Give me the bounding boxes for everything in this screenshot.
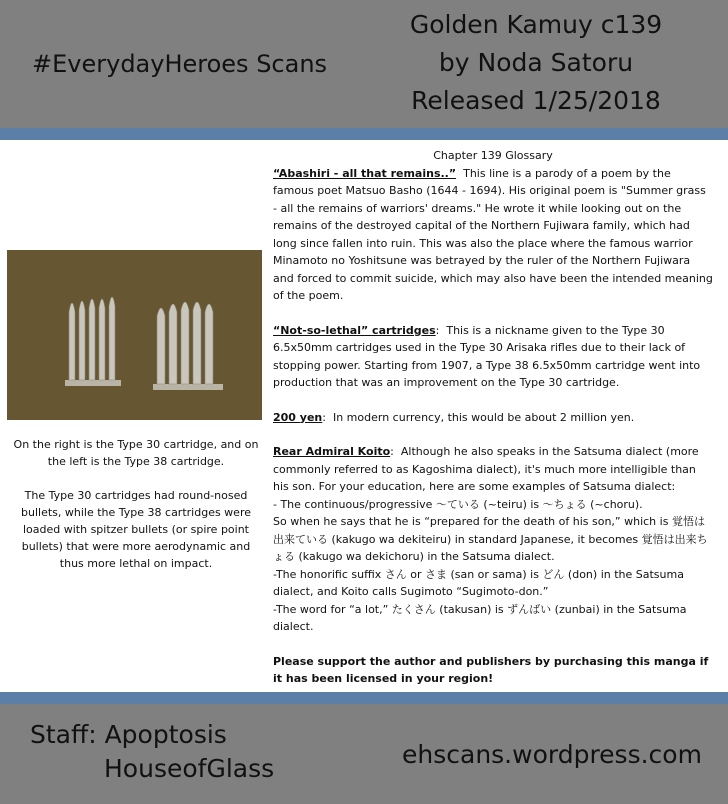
- cartridge-photo: [7, 250, 262, 420]
- glossary-text: In modern currency, this would be about 2 million yen.: [332, 410, 635, 424]
- chapter-title-block: [402, 6, 670, 120]
- dialect-example: -The honorific suffix さん or さま (san or sama) is どん (don) in the Satsuma dialect, and Koito calls Sugimoto “Sugimoto-don.”: [273, 567, 684, 598]
- type38-cartridge-clip: [65, 297, 121, 386]
- support-notice: Please support the author and publishers by purchasing this manga if it has been licensed in your region!: [273, 654, 709, 685]
- caption-paragraph: On the right is the Type 30 cartridge, and on the left is the Type 38 cartridge.: [13, 438, 259, 468]
- release-date: Released 1/25/2018: [411, 86, 661, 115]
- type30-cartridge-clip: [153, 302, 223, 390]
- glossary-text: Although he also speaks in the Satsuma dialect (more commonly referred to as Kagoshima dialect), it's much more intelligible than his son. For your education, here are some examples of Satsuma dialect:: [273, 445, 699, 493]
- chapter-title: Golden Kamuy c139: [409, 10, 663, 39]
- staff-credits: [30, 718, 274, 786]
- author-line: by Noda Satoru: [438, 48, 634, 77]
- glossary-entry: 200 yen: In modern currency, this would be about 2 million yen.: [273, 410, 635, 424]
- glossary-term: 200 yen: [273, 410, 323, 424]
- header-stripe: [0, 128, 728, 140]
- staff-line: Staff: Apoptosis: [30, 720, 227, 749]
- glossary-text: This is a nickname given to the Type 30 6.5x50mm cartridges used in the Type 30 Arisaka rifles due to their lack of stopping power. Starting from 1907, a Type 38 6.5x50mm cartridge went into production that was an improvement on the Type 30 cartridge.: [273, 323, 701, 389]
- dialect-example: So when he says that he is “prepared for the death of his son,” which is 覚悟は出来ている (kakugo wa dekiteiru) in standard Japanese, it becomes 覚悟は出来ちょる (kakugo wa dekichoru) in the Satsuma dialect.: [273, 515, 708, 563]
- glossary-heading: Chapter 139 Glossary: [433, 149, 553, 162]
- glossary-term: Rear Admiral Koito: [273, 445, 391, 458]
- staff-line: HouseofGlass: [104, 754, 275, 783]
- website-link[interactable]: ehscans.wordpress.com: [402, 740, 702, 769]
- glossary: [273, 147, 713, 705]
- glossary-term: “Not-so-lethal” cartridges: [273, 323, 436, 337]
- footer-stripe: [0, 692, 728, 704]
- photo-caption: [8, 436, 264, 589]
- scan-group-name: #EverydayHeroes Scans: [32, 50, 328, 78]
- dialect-example: -The word for “a lot,” たくさん (takusan) is ずんばい (zunbai) in the Satsuma dialect.: [273, 602, 687, 633]
- glossary-text: This line is a parody of a poem by the famous poet Matsuo Basho (1644 - 1694). His original poem is "Summer grass - all the remains of warriors' dreams." He wrote it while looking out on the remains of the destroyed capital of the Northern Fujiwara family, which had long since fallen into ruin. This was also the place where the famous warrior Minamoto no Yoshitsune was betrayed by the ruler of the Northern Fujiwara and forced to commit suicide, which may also have been the intended meaning of the poem.: [273, 166, 713, 302]
- glossary-entry: [273, 165, 713, 305]
- dialect-example: - The continuous/progressive ～ている (~teiru) is ～ちょる (~choru).: [273, 497, 643, 511]
- caption-paragraph: The Type 30 cartridges had round-nosed bullets, while the Type 38 cartridges were loaded with spitzer bullets (or spire point bullets) that were more aerodynamic and thus more lethal on impact.: [21, 489, 251, 570]
- glossary-entry: “Not-so-lethal” cartridges: This is a nickname given to the Type 30 6.5x50mm cartridges used in the Type 30 Arisaka rifles due to their lack of stopping power. Starting from 1907, a Type 38 6.5x50mm cartridge went into production that was an improvement on the Type 30 cartridge.: [273, 323, 701, 389]
- glossary-entry: Rear Admiral Koito: Although he also speaks in the Satsuma dialect (more commonly referred to as Kagoshima dialect), it's much more intelligible than his son. For your education, here are some examples of Satsuma dialect: - The continuous/progressive ～ている (~teiru) is ～ちょる (~choru). So when he says that he is “prepared for the death of his son,” which is 覚悟は出来ている (kakugo wa dekiteiru) in standard Japanese, it becomes 覚悟は出来ちょる (kakugo wa dekichoru) in the Satsuma dialect. -The honorific suffix さん or さま (san or sama) is どん (don) in the Satsuma dialect, and Koito calls Sugimoto “Sugimoto-don.” -The word for “a lot,” たくさん (takusan) is ずんばい (zunbai) in the Satsuma dialect.: [273, 443, 713, 636]
- glossary-term: “Abashiri - all that remains..”: [273, 166, 457, 180]
